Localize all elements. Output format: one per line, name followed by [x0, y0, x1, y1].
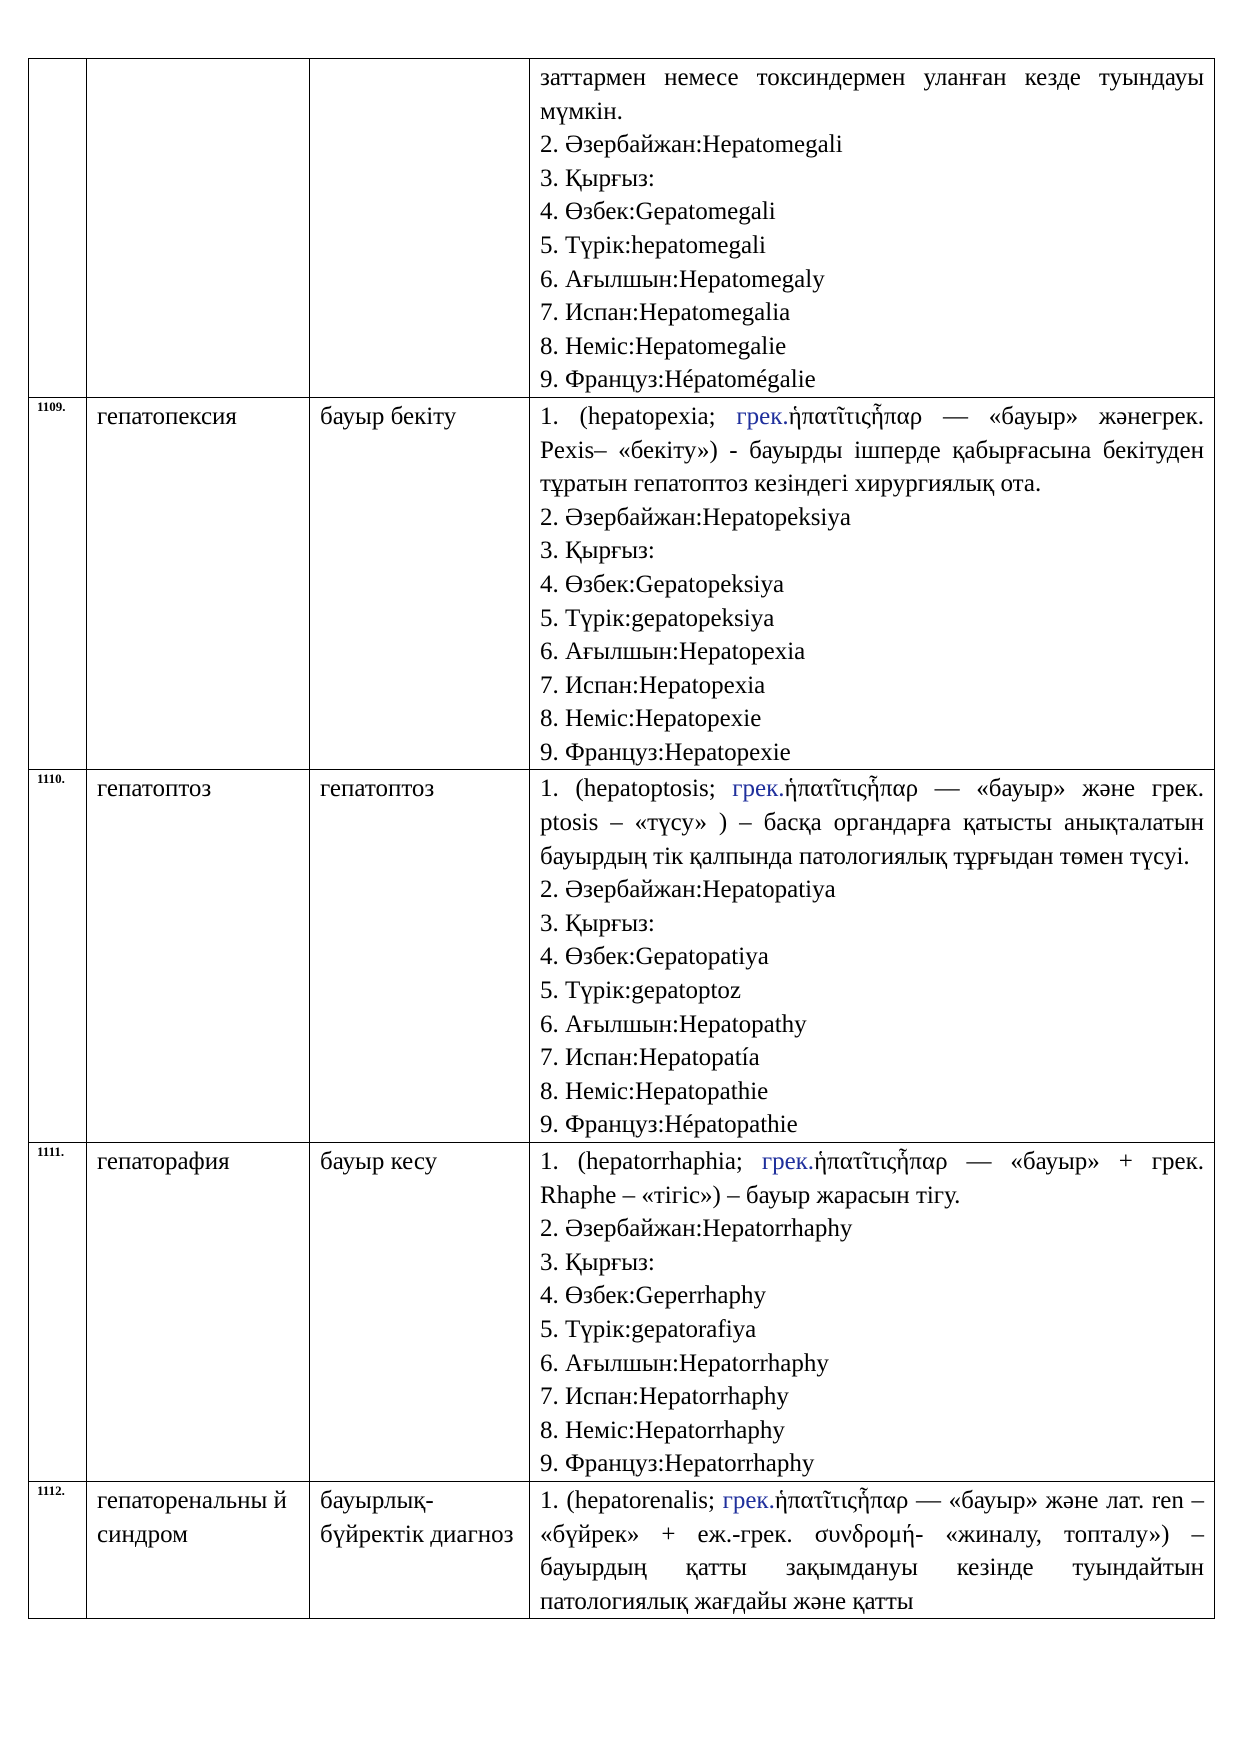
entry-number: 1112.: [29, 1481, 87, 1618]
table-row: [29, 770, 1215, 1143]
definition-body: ἡπατῖτιςἧπαρ — «бауыр» және лат. ren – «бүйрек» + еж.-грек. συνδρομή- «жиналу, топталу») – бауырдың қатты зақымдануы кезінде туындайтын патологиялық жағдайы және қатты: [540, 1486, 1204, 1615]
definition-cell: [530, 1143, 1215, 1482]
table-row: [29, 1143, 1215, 1482]
definition-cell: [530, 397, 1215, 770]
definition-lead: 1. (hepatoptosis;: [540, 775, 733, 803]
term-russian: гепаторафия: [87, 1143, 310, 1482]
language-line: 7. Испан:Hepatorrhaphy: [540, 1383, 789, 1411]
language-line: 2. Әзербайжан:Hepatopatiya: [540, 876, 836, 904]
language-line: 3. Қырғыз:: [540, 164, 655, 192]
language-line: 5. Түрік:gepatoptoz: [540, 977, 741, 1005]
language-line: 3. Қырғыз:: [540, 909, 655, 937]
table-row: [29, 397, 1215, 770]
definition-text: заттармен немесе токсиндермен уланған кезде туындауы мүмкін.: [540, 64, 1204, 125]
language-line: 6. Ағылшын:Hepatopathy: [540, 1010, 807, 1038]
greek-label: грек.: [761, 1148, 815, 1175]
definition-cell: [530, 1481, 1215, 1618]
term-russian: гепатоптоз: [87, 770, 310, 1143]
dictionary-table: [28, 58, 1215, 1619]
language-line: 4. Өзбек:Geperrhaphy: [540, 1282, 767, 1310]
language-line: 8. Неміс:Hepatopathie: [540, 1077, 769, 1105]
entry-number: [29, 59, 87, 398]
language-line: 6. Ағылшын:Hepatomegaly: [540, 265, 825, 293]
language-line: 8. Неміс:Hepatopexie: [540, 705, 762, 733]
language-line: 5. Түрік:gepatorafiya: [540, 1315, 757, 1343]
language-line: 9. Француз:Hépatopathie: [540, 1111, 798, 1139]
definition-text: [540, 772, 1204, 873]
definition-lead: 1. (hepatopexia;: [540, 402, 737, 430]
language-line: 4. Өзбек:Gepatopeksiya: [540, 570, 785, 598]
language-line: 4. Өзбек:Gepatomegali: [540, 198, 776, 226]
language-line: 7. Испан:Hepatomegalia: [540, 299, 791, 327]
definition-lead: 1. (hepatorenalis;: [540, 1486, 723, 1514]
greek-label: грек.: [736, 402, 789, 430]
term-russian: гепатопексия: [87, 397, 310, 770]
definition-text: [540, 1145, 1204, 1212]
definition-body: ἡπατῖτιςἧπαρ — «бауыр» + грек. Rhaphe – «тігіс») – бауыр жарасын тігу.: [540, 1148, 1204, 1209]
language-line: 3. Қырғыз:: [540, 537, 655, 565]
definition-text: [540, 1484, 1204, 1618]
term-russian: [87, 59, 310, 398]
language-line: 2. Әзербайжан:Hepatorrhaphy: [540, 1215, 853, 1243]
table-row: [29, 1481, 1215, 1618]
language-line: 4. Өзбек:Gepatopatiya: [540, 943, 769, 971]
language-line: 6. Ағылшын:Hepatorrhaphy: [540, 1349, 829, 1377]
language-line: 5. Түрік:hepatomegali: [540, 231, 766, 259]
language-line: 6. Ағылшын:Hepatopexia: [540, 638, 806, 666]
language-line: 8. Неміс:Hepatomegalie: [540, 332, 787, 360]
entry-number: 1109.: [29, 397, 87, 770]
definition-cell: [530, 59, 1215, 398]
language-line: 2. Әзербайжан:Hepatomegali: [540, 131, 843, 159]
term-kazakh: бауырлық-бүйректік диагноз: [310, 1481, 530, 1618]
table-row: [29, 59, 1215, 398]
greek-label: грек.: [732, 775, 785, 803]
term-kazakh: бауыр бекіту: [310, 397, 530, 770]
term-kazakh: [310, 59, 530, 398]
language-line: 9. Француз:Hepatopexie: [540, 738, 791, 766]
language-line: 3. Қырғыз:: [540, 1248, 655, 1276]
language-line: 9. Француз:Hépatomégalie: [540, 366, 816, 394]
language-line: 7. Испан:Hepatopatía: [540, 1044, 760, 1072]
definition-body: ἡπατῖτιςἧπαρ — «бауыр» және грек. ptosis – «түсу» ) – басқа органдарға қатысты анықталатын бауырдың тік қалпында патологиялық тұрғыдан төмен түсуі.: [540, 775, 1204, 870]
language-line: 9. Француз:Hepatorrhaphy: [540, 1450, 815, 1478]
term-kazakh: бауыр кесу: [310, 1143, 530, 1482]
language-line: 7. Испан:Hepatopexia: [540, 671, 766, 699]
entry-number: 1110.: [29, 770, 87, 1143]
definition-body: ἡπατῖτιςἧπαρ — «бауыр» жәнегрек. Pexis– «бекіту») - бауырды ішперде қабырғасына бекітуден тұратын гепатоптоз кезіндегі хирургиялық ота.: [540, 402, 1204, 498]
definition-cell: [530, 770, 1215, 1143]
term-kazakh: гепатоптоз: [310, 770, 530, 1143]
entry-number: 1111.: [29, 1143, 87, 1482]
language-line: 8. Неміс:Hepatorrhaphy: [540, 1416, 785, 1444]
definition-lead: 1. (hepatorrhaphia;: [540, 1148, 762, 1175]
greek-label: грек.: [722, 1486, 775, 1514]
definition-text: [540, 400, 1204, 501]
language-line: 2. Әзербайжан:Hepatopeksiya: [540, 503, 851, 531]
language-line: 5. Түрік:gepatopeksiya: [540, 604, 775, 632]
term-russian: гепаторенальны й синдром: [87, 1481, 310, 1618]
